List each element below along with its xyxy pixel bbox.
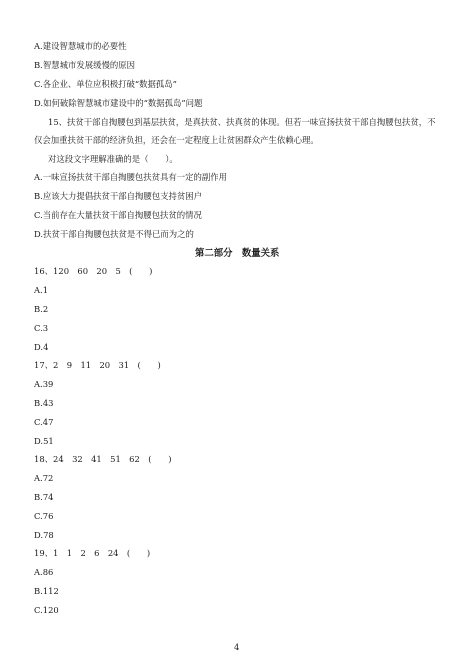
q17-option-b: B.43 xyxy=(34,398,54,408)
q18-stem: 18、24 32 41 51 62 ( ) xyxy=(34,454,172,464)
q19-option-c: C.120 xyxy=(34,605,59,615)
q15-stem-line2: 仅会加重扶贫干部的经济负担，还会在一定程度上让贫困群众产生依赖心理。 xyxy=(34,135,319,145)
q15-stem-line1: 15、扶贫干部自掏腰包到基层扶贫，是真扶贫、扶真贫的体现。但若一味宣扬扶贫干部自掏腰包扶贫，不 xyxy=(48,117,436,127)
q19-option-a: A.86 xyxy=(34,567,54,577)
q18-option-d: D.78 xyxy=(34,530,54,540)
q17-option-d: D.51 xyxy=(34,436,54,446)
q16-option-d: D.4 xyxy=(34,342,49,352)
q15-question: 对这段文字理解准确的是（ ）。 xyxy=(48,154,178,164)
section-title: 第二部分 数量关系 xyxy=(195,248,280,259)
q16-stem: 16、120 60 20 5 ( ) xyxy=(34,266,153,276)
q14-option-a: A.建设智慧城市的必要性 xyxy=(34,41,127,51)
q19-option-b: B.112 xyxy=(34,586,59,596)
q15-option-b: B.应该大力提倡扶贫干部自掏腰包支持贫困户 xyxy=(34,191,202,201)
q17-option-c: C.47 xyxy=(34,417,54,427)
q18-option-a: A.72 xyxy=(34,473,54,483)
q15-option-a: A.一味宣扬扶贫干部自掏腰包扶贫具有一定的副作用 xyxy=(34,172,227,182)
q14-option-b: B.智慧城市发展缓慢的原因 xyxy=(34,60,135,70)
page-number: 4 xyxy=(234,642,240,652)
q16-option-a: A.1 xyxy=(34,285,49,295)
q18-option-b: B.74 xyxy=(34,492,54,502)
q15-option-c: C.当前存在大量扶贫干部自掏腰包扶贫的情况 xyxy=(34,210,202,220)
q17-stem: 17、2 9 11 20 31 ( ) xyxy=(34,360,161,370)
q14-option-d: D.如何破除智慧城市建设中的“数据孤岛”问题 xyxy=(34,98,203,108)
q14-option-c: C.各企业、单位应积极打破“数据孤岛” xyxy=(34,79,177,89)
q15-option-d: D.扶贫干部自掏腰包扶贫是不得已而为之的 xyxy=(34,229,194,239)
q18-option-c: C.76 xyxy=(34,511,54,521)
q16-option-c: C.3 xyxy=(34,323,49,333)
q16-option-b: B.2 xyxy=(34,304,49,314)
q19-stem: 19、1 1 2 6 24 ( ) xyxy=(34,548,151,558)
q17-option-a: A.39 xyxy=(34,379,54,389)
